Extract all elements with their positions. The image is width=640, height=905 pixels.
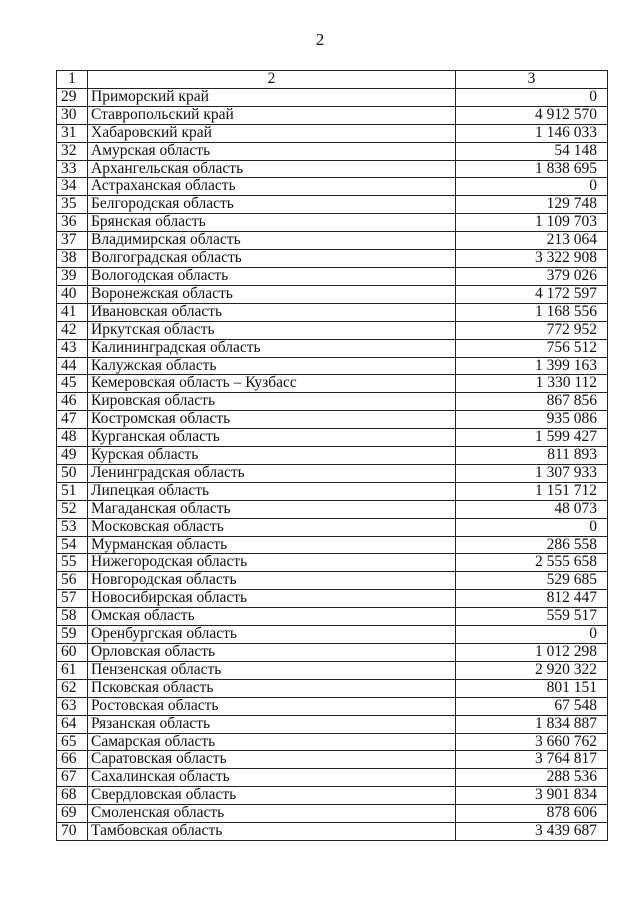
region-name: Брянская область bbox=[88, 214, 456, 232]
table-row bbox=[57, 160, 608, 178]
table-row bbox=[57, 536, 608, 554]
row-number: 50 bbox=[57, 464, 88, 482]
row-value: 0 bbox=[456, 88, 608, 106]
row-number: 70 bbox=[57, 823, 88, 841]
column-header-value: 3 bbox=[456, 71, 608, 89]
region-name: Новгородская область bbox=[88, 572, 456, 590]
row-value: 3 660 762 bbox=[456, 733, 608, 751]
table-row bbox=[57, 823, 608, 841]
region-name: Ростовская область bbox=[88, 697, 456, 715]
row-number: 29 bbox=[57, 88, 88, 106]
table-body bbox=[57, 88, 608, 840]
row-value: 4 912 570 bbox=[456, 106, 608, 124]
region-name: Белгородская область bbox=[88, 196, 456, 214]
table-row bbox=[57, 142, 608, 160]
row-number: 66 bbox=[57, 751, 88, 769]
row-value: 1 146 033 bbox=[456, 124, 608, 142]
row-value: 529 685 bbox=[456, 572, 608, 590]
row-value: 2 920 322 bbox=[456, 661, 608, 679]
row-number: 49 bbox=[57, 447, 88, 465]
table-row bbox=[57, 464, 608, 482]
row-value: 1 151 712 bbox=[456, 482, 608, 500]
column-header-number: 1 bbox=[57, 71, 88, 89]
row-number: 61 bbox=[57, 661, 88, 679]
table-header-row bbox=[57, 71, 608, 89]
row-number: 39 bbox=[57, 267, 88, 285]
row-value: 0 bbox=[456, 178, 608, 196]
row-number: 52 bbox=[57, 500, 88, 518]
table-row bbox=[57, 321, 608, 339]
region-name: Приморский край bbox=[88, 88, 456, 106]
region-name: Псковская область bbox=[88, 679, 456, 697]
region-name: Вологодская область bbox=[88, 267, 456, 285]
region-name: Калужская область bbox=[88, 357, 456, 375]
page-number: 2 bbox=[315, 30, 325, 49]
row-number: 65 bbox=[57, 733, 88, 751]
region-name: Смоленская область bbox=[88, 805, 456, 823]
region-name: Архангельская область bbox=[88, 160, 456, 178]
data-table bbox=[56, 70, 608, 841]
row-number: 58 bbox=[57, 608, 88, 626]
table-row bbox=[57, 447, 608, 465]
row-number: 63 bbox=[57, 697, 88, 715]
row-value: 811 893 bbox=[456, 447, 608, 465]
table-row bbox=[57, 178, 608, 196]
region-name: Самарская область bbox=[88, 733, 456, 751]
table-row bbox=[57, 88, 608, 106]
table-row bbox=[57, 124, 608, 142]
row-value: 1 838 695 bbox=[456, 160, 608, 178]
table-row bbox=[57, 393, 608, 411]
region-name: Орловская область bbox=[88, 644, 456, 662]
row-value: 559 517 bbox=[456, 608, 608, 626]
row-number: 43 bbox=[57, 339, 88, 357]
row-number: 57 bbox=[57, 590, 88, 608]
row-value: 288 536 bbox=[456, 769, 608, 787]
row-value: 67 548 bbox=[456, 697, 608, 715]
row-value: 1 399 163 bbox=[456, 357, 608, 375]
table-row bbox=[57, 267, 608, 285]
row-number: 33 bbox=[57, 160, 88, 178]
table-row bbox=[57, 429, 608, 447]
row-number: 60 bbox=[57, 644, 88, 662]
row-number: 46 bbox=[57, 393, 88, 411]
table-row bbox=[57, 411, 608, 429]
row-value: 3 322 908 bbox=[456, 250, 608, 268]
table-row bbox=[57, 250, 608, 268]
row-number: 37 bbox=[57, 232, 88, 250]
row-number: 36 bbox=[57, 214, 88, 232]
table-row bbox=[57, 787, 608, 805]
table-row bbox=[57, 554, 608, 572]
row-number: 45 bbox=[57, 375, 88, 393]
region-name: Магаданская область bbox=[88, 500, 456, 518]
table-row bbox=[57, 357, 608, 375]
row-value: 286 558 bbox=[456, 536, 608, 554]
row-value: 379 026 bbox=[456, 267, 608, 285]
row-number: 35 bbox=[57, 196, 88, 214]
row-value: 756 512 bbox=[456, 339, 608, 357]
table-row bbox=[57, 214, 608, 232]
region-name: Омская область bbox=[88, 608, 456, 626]
row-value: 878 606 bbox=[456, 805, 608, 823]
table-row bbox=[57, 608, 608, 626]
row-value: 3 764 817 bbox=[456, 751, 608, 769]
row-value: 1 109 703 bbox=[456, 214, 608, 232]
row-value: 935 086 bbox=[456, 411, 608, 429]
row-number: 41 bbox=[57, 303, 88, 321]
table-row bbox=[57, 339, 608, 357]
row-value: 0 bbox=[456, 518, 608, 536]
row-number: 42 bbox=[57, 321, 88, 339]
table-row bbox=[57, 196, 608, 214]
row-value: 129 748 bbox=[456, 196, 608, 214]
region-name: Костромская область bbox=[88, 411, 456, 429]
table-row bbox=[57, 500, 608, 518]
row-number: 55 bbox=[57, 554, 88, 572]
table-row bbox=[57, 518, 608, 536]
row-value: 3 901 834 bbox=[456, 787, 608, 805]
row-number: 34 bbox=[57, 178, 88, 196]
region-name: Новосибирская область bbox=[88, 590, 456, 608]
region-name: Оренбургская область bbox=[88, 626, 456, 644]
region-name: Иркутская область bbox=[88, 321, 456, 339]
row-value: 1 599 427 bbox=[456, 429, 608, 447]
row-value: 2 555 658 bbox=[456, 554, 608, 572]
region-name: Волгоградская область bbox=[88, 250, 456, 268]
table-row bbox=[57, 303, 608, 321]
table-row bbox=[57, 375, 608, 393]
table-row bbox=[57, 661, 608, 679]
row-number: 31 bbox=[57, 124, 88, 142]
region-name: Калининградская область bbox=[88, 339, 456, 357]
table-row bbox=[57, 644, 608, 662]
row-value: 812 447 bbox=[456, 590, 608, 608]
row-number: 47 bbox=[57, 411, 88, 429]
region-name: Рязанская область bbox=[88, 715, 456, 733]
row-value: 213 064 bbox=[456, 232, 608, 250]
row-number: 56 bbox=[57, 572, 88, 590]
region-name: Владимирская область bbox=[88, 232, 456, 250]
region-name: Московская область bbox=[88, 518, 456, 536]
row-number: 59 bbox=[57, 626, 88, 644]
table-row bbox=[57, 106, 608, 124]
region-name: Сахалинская область bbox=[88, 769, 456, 787]
row-value: 772 952 bbox=[456, 321, 608, 339]
region-name: Ивановская область bbox=[88, 303, 456, 321]
table-row bbox=[57, 626, 608, 644]
row-value: 867 856 bbox=[456, 393, 608, 411]
region-name: Астраханская область bbox=[88, 178, 456, 196]
region-name: Саратовская область bbox=[88, 751, 456, 769]
row-value: 1 834 887 bbox=[456, 715, 608, 733]
region-name: Свердловская область bbox=[88, 787, 456, 805]
region-name: Ставропольский край bbox=[88, 106, 456, 124]
region-name: Ленинградская область bbox=[88, 464, 456, 482]
row-number: 53 bbox=[57, 518, 88, 536]
region-name: Пензенская область bbox=[88, 661, 456, 679]
table-row bbox=[57, 697, 608, 715]
table-row bbox=[57, 232, 608, 250]
region-name: Нижегородская область bbox=[88, 554, 456, 572]
row-number: 54 bbox=[57, 536, 88, 554]
row-number: 48 bbox=[57, 429, 88, 447]
region-name: Мурманская область bbox=[88, 536, 456, 554]
row-number: 62 bbox=[57, 679, 88, 697]
row-number: 69 bbox=[57, 805, 88, 823]
region-name: Амурская область bbox=[88, 142, 456, 160]
row-value: 0 bbox=[456, 626, 608, 644]
region-name: Кемеровская область – Кузбасс bbox=[88, 375, 456, 393]
row-value: 54 148 bbox=[456, 142, 608, 160]
table-row bbox=[57, 482, 608, 500]
row-number: 32 bbox=[57, 142, 88, 160]
row-value: 1 307 933 bbox=[456, 464, 608, 482]
row-number: 30 bbox=[57, 106, 88, 124]
region-name: Хабаровский край bbox=[88, 124, 456, 142]
region-name: Курская область bbox=[88, 447, 456, 465]
column-header-region: 2 bbox=[88, 71, 456, 89]
region-name: Кировская область bbox=[88, 393, 456, 411]
table-row bbox=[57, 590, 608, 608]
table-row bbox=[57, 285, 608, 303]
row-number: 67 bbox=[57, 769, 88, 787]
table-row bbox=[57, 715, 608, 733]
region-name: Тамбовская область bbox=[88, 823, 456, 841]
row-value: 1 168 556 bbox=[456, 303, 608, 321]
row-value: 3 439 687 bbox=[456, 823, 608, 841]
table-row bbox=[57, 769, 608, 787]
table-row bbox=[57, 679, 608, 697]
row-value: 1 330 112 bbox=[456, 375, 608, 393]
row-value: 48 073 bbox=[456, 500, 608, 518]
row-value: 1 012 298 bbox=[456, 644, 608, 662]
row-number: 38 bbox=[57, 250, 88, 268]
row-value: 801 151 bbox=[456, 679, 608, 697]
region-name: Воронежская область bbox=[88, 285, 456, 303]
row-value: 4 172 597 bbox=[456, 285, 608, 303]
row-number: 51 bbox=[57, 482, 88, 500]
region-name: Курганская область bbox=[88, 429, 456, 447]
table-row bbox=[57, 572, 608, 590]
table-row bbox=[57, 733, 608, 751]
row-number: 44 bbox=[57, 357, 88, 375]
row-number: 40 bbox=[57, 285, 88, 303]
table-row bbox=[57, 751, 608, 769]
table-row bbox=[57, 805, 608, 823]
row-number: 68 bbox=[57, 787, 88, 805]
region-name: Липецкая область bbox=[88, 482, 456, 500]
row-number: 64 bbox=[57, 715, 88, 733]
